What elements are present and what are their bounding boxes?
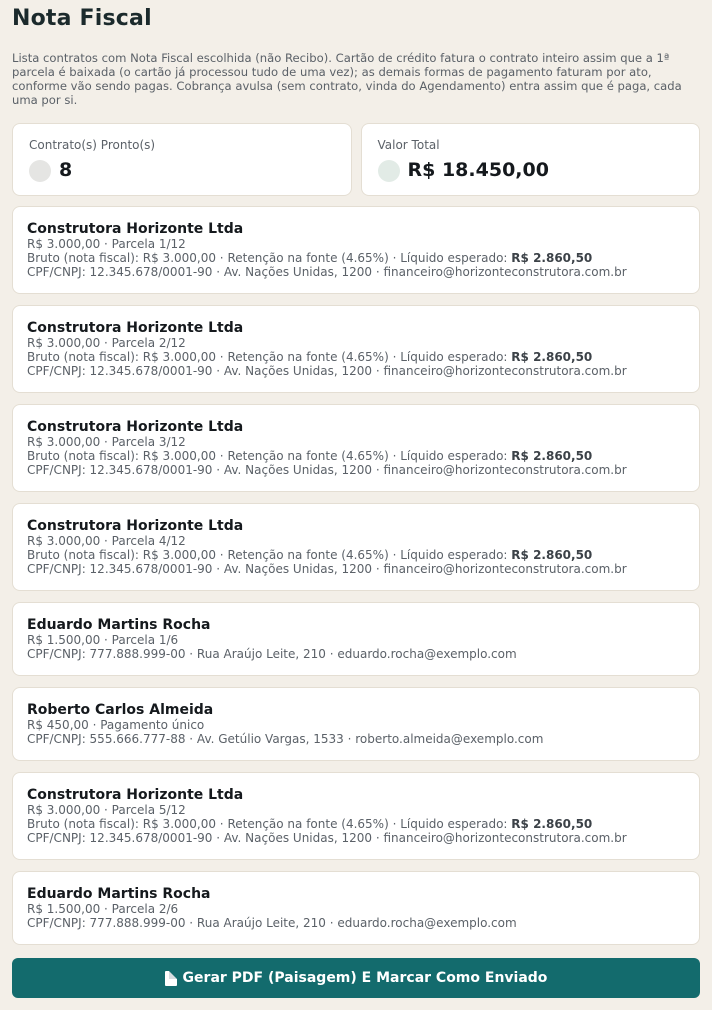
- contract-name: Construtora Horizonte Ltda: [27, 419, 244, 435]
- contract-summary: R$ 3.000,00 · Parcela 3/12: [27, 435, 186, 449]
- contract-card[interactable]: [12, 503, 700, 591]
- page-title: Nota Fiscal: [12, 6, 152, 31]
- contract-name: Eduardo Martins Rocha: [27, 886, 211, 902]
- stat-card-ready: [12, 123, 352, 196]
- contract-card[interactable]: [12, 772, 700, 860]
- contract-name: Construtora Horizonte Ltda: [27, 221, 244, 237]
- contract-card[interactable]: [12, 871, 700, 945]
- contract-card[interactable]: [12, 305, 700, 393]
- contract-summary: R$ 3.000,00 · Parcela 1/12: [27, 237, 186, 251]
- net-amount: R$ 2.860,50: [511, 350, 593, 364]
- stats-row: [12, 123, 700, 196]
- contract-name: Construtora Horizonte Ltda: [27, 518, 244, 534]
- stat-ready-value: 8: [59, 158, 73, 181]
- generate-pdf-button[interactable]: [12, 958, 700, 998]
- document-icon: [165, 971, 177, 986]
- contract-summary: R$ 3.000,00 · Parcela 2/12: [27, 336, 186, 350]
- contract-tax-line: Bruto (nota fiscal): R$ 3.000,00 · Retenção na fonte (4.65%) · Líquido esperado: R$ 2.860,50: [27, 449, 593, 463]
- contract-summary: R$ 3.000,00 · Parcela 4/12: [27, 534, 186, 548]
- status-dot-icon: [29, 160, 51, 182]
- contract-info: CPF/CNPJ: 12.345.678/0001-90 · Av. Nações Unidas, 1200 · financeiro@horizonteconstrutora.com.br: [27, 562, 627, 576]
- generate-pdf-label: Gerar PDF (Paisagem) E Marcar Como Enviado: [182, 970, 548, 986]
- contract-card[interactable]: [12, 404, 700, 492]
- net-amount: R$ 2.860,50: [511, 251, 593, 265]
- net-amount: R$ 2.860,50: [511, 449, 593, 463]
- contract-name: Construtora Horizonte Ltda: [27, 320, 244, 336]
- contract-summary: R$ 3.000,00 · Parcela 5/12: [27, 803, 186, 817]
- contract-tax-line: Bruto (nota fiscal): R$ 3.000,00 · Retenção na fonte (4.65%) · Líquido esperado: R$ 2.860,50: [27, 251, 593, 265]
- contract-summary: R$ 1.500,00 · Parcela 1/6: [27, 633, 179, 647]
- contract-card[interactable]: [12, 206, 700, 294]
- contract-tax-line: Bruto (nota fiscal): R$ 3.000,00 · Retenção na fonte (4.65%) · Líquido esperado: R$ 2.860,50: [27, 817, 593, 831]
- contract-info: CPF/CNPJ: 777.888.999-00 · Rua Araújo Leite, 210 · eduardo.rocha@exemplo.com: [27, 916, 517, 930]
- page-description: Lista contratos com Nota Fiscal escolhida (não Recibo). Cartão de crédito fatura o contrato inteiro assim que a 1ª parcela é baixada (o cartão já processou tudo de uma vez); as demais formas de pagamento faturam por ato, conforme vão sendo pagas. Cobrança avulsa (sem contrato, vinda do Agendamento) entra assim que é paga, cada uma por si.: [12, 51, 682, 107]
- contract-info: CPF/CNPJ: 777.888.999-00 · Rua Araújo Leite, 210 · eduardo.rocha@exemplo.com: [27, 647, 517, 661]
- contract-info: CPF/CNPJ: 12.345.678/0001-90 · Av. Nações Unidas, 1200 · financeiro@horizonteconstrutora.com.br: [27, 265, 627, 279]
- contract-card[interactable]: [12, 602, 700, 676]
- stat-total-label: Valor Total: [377, 138, 440, 152]
- contract-summary: R$ 1.500,00 · Parcela 2/6: [27, 902, 179, 916]
- stat-total-value: R$ 18.450,00: [407, 158, 549, 181]
- contract-card[interactable]: [12, 687, 700, 761]
- contract-name: Roberto Carlos Almeida: [27, 702, 214, 718]
- contract-tax-line: Bruto (nota fiscal): R$ 3.000,00 · Retenção na fonte (4.65%) · Líquido esperado: R$ 2.860,50: [27, 548, 593, 562]
- contract-list: [12, 206, 700, 956]
- contract-info: CPF/CNPJ: 12.345.678/0001-90 · Av. Nações Unidas, 1200 · financeiro@horizonteconstrutora.com.br: [27, 831, 627, 845]
- contract-tax-line: Bruto (nota fiscal): R$ 3.000,00 · Retenção na fonte (4.65%) · Líquido esperado: R$ 2.860,50: [27, 350, 593, 364]
- net-amount: R$ 2.860,50: [511, 817, 593, 831]
- money-dot-icon: [378, 160, 400, 182]
- stat-ready-label: Contrato(s) Pronto(s): [29, 138, 156, 152]
- contract-name: Eduardo Martins Rocha: [27, 617, 211, 633]
- contract-name: Construtora Horizonte Ltda: [27, 787, 244, 803]
- net-amount: R$ 2.860,50: [511, 548, 593, 562]
- contract-summary: R$ 450,00 · Pagamento único: [27, 718, 205, 732]
- contract-info: CPF/CNPJ: 555.666.777-88 · Av. Getúlio Vargas, 1533 · roberto.almeida@exemplo.com: [27, 732, 544, 746]
- contract-info: CPF/CNPJ: 12.345.678/0001-90 · Av. Nações Unidas, 1200 · financeiro@horizonteconstrutora.com.br: [27, 364, 627, 378]
- contract-info: CPF/CNPJ: 12.345.678/0001-90 · Av. Nações Unidas, 1200 · financeiro@horizonteconstrutora.com.br: [27, 463, 627, 477]
- stat-card-total: [361, 123, 701, 196]
